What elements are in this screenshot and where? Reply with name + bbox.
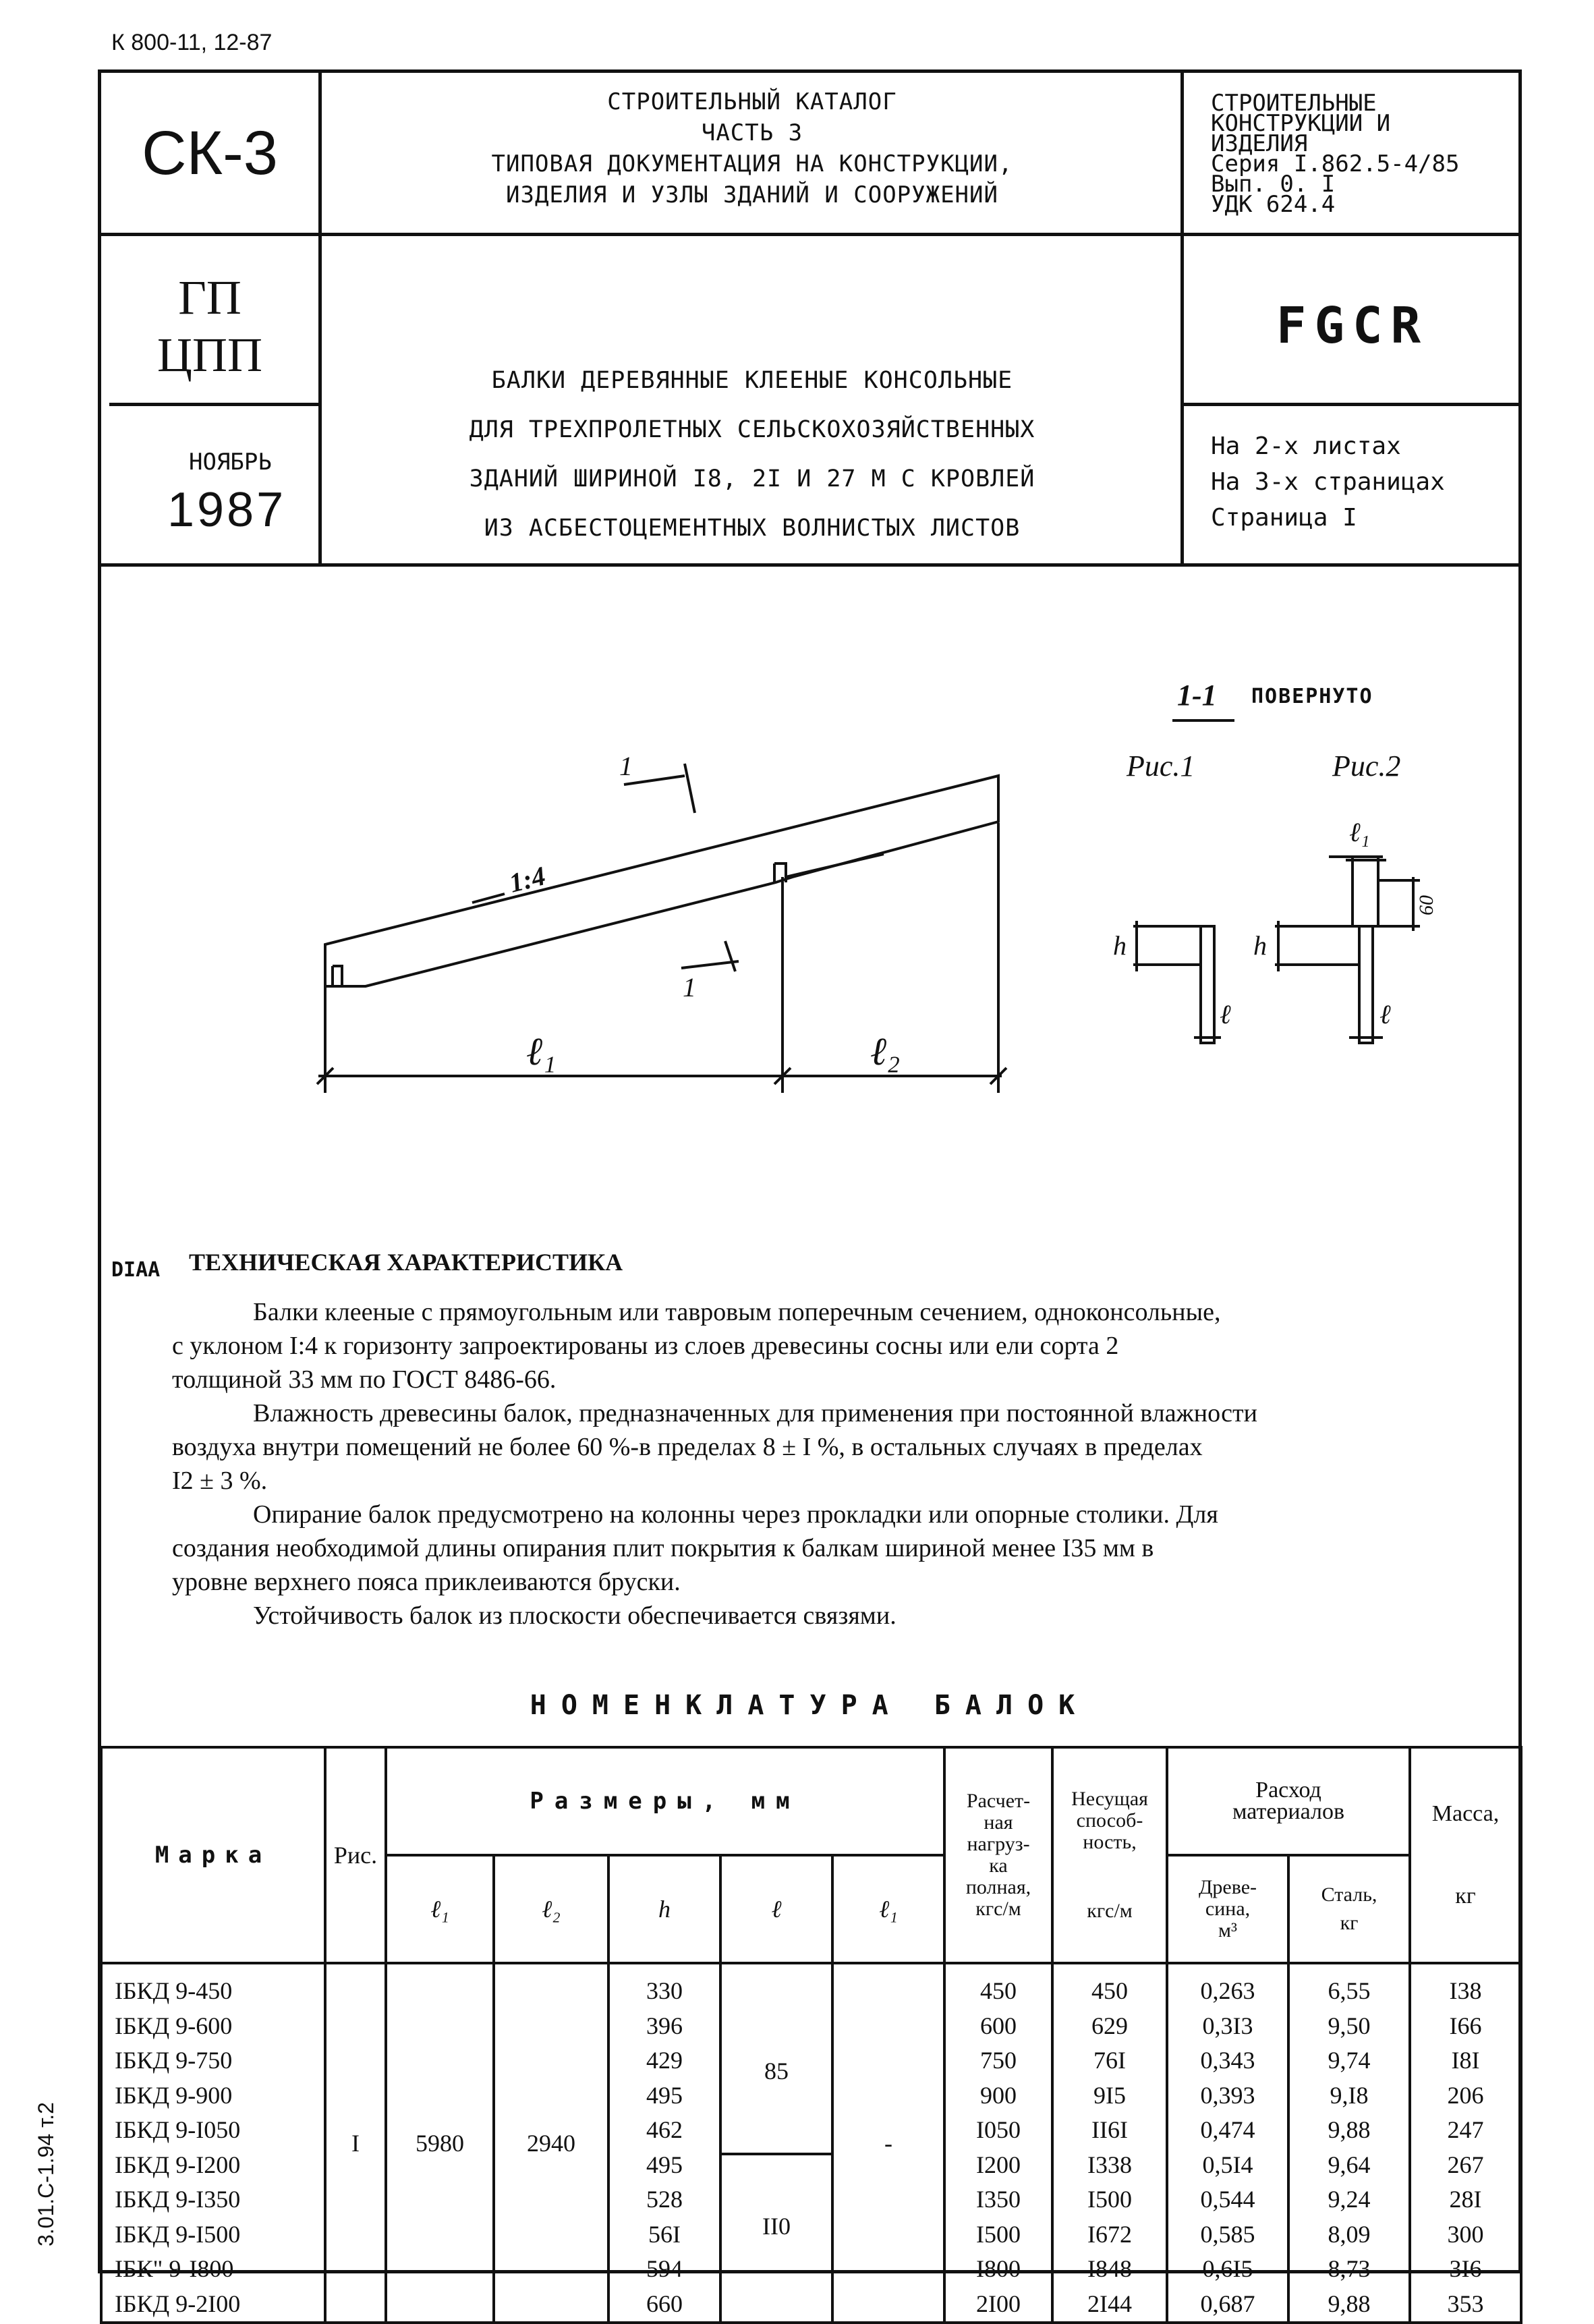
load-cell: I200 (976, 2151, 1021, 2178)
steel-cell: 9,I8 (1330, 2081, 1369, 2109)
capacity-cell: 9I5 (1093, 2081, 1127, 2109)
b-bottom-cell (722, 2155, 831, 2297)
h-cell: 330 (646, 1977, 683, 2004)
tech-text (172, 1295, 1514, 1633)
header-materials: Расход материалов (1167, 1747, 1410, 1855)
wood-cell: 0,343 (1200, 2047, 1255, 2074)
header-load: Расчет- ная нагруз- ка полная, кгс/м (944, 1747, 1052, 1963)
section-mark-top: 1 (619, 751, 633, 781)
wood-cell: 0,474 (1200, 2116, 1255, 2143)
header-steel-unit: кг (1340, 1912, 1359, 1934)
capacity-cell: 2I44 (1087, 2290, 1133, 2317)
mass-cell: 267 (1447, 2151, 1484, 2178)
catalog-line: ТИПОВАЯ ДОКУМЕНТАЦИЯ НА КОНСТРУКЦИИ, (491, 150, 1013, 177)
load-cell: I800 (976, 2255, 1021, 2282)
fig2-label: Рис.2 (1332, 749, 1401, 783)
steel-cell: 9,50 (1328, 2012, 1371, 2039)
header-ris: Рис. (325, 1747, 386, 1963)
wood-cell: 0,263 (1200, 1977, 1255, 2004)
beam-haunch (786, 854, 884, 877)
l2-cell: 2940 (494, 1963, 608, 2323)
fig1-label: Рис.1 (1127, 749, 1195, 783)
header-marka: Марка (101, 1747, 325, 1963)
steel-cell: 6,55 (1328, 1977, 1371, 2004)
title-line: ЗДАНИЙ ШИРИНОЙ I8, 2I И 27 М С КРОВЛЕЙ (469, 465, 1035, 492)
load-cell: 2I00 (976, 2290, 1021, 2317)
mark-cell: IБКД 9-750 (115, 2047, 233, 2074)
series-line: СТРОИТЕЛЬНЫЕ (1211, 90, 1377, 117)
b-top-value: 85 (764, 2057, 789, 2085)
header-h: h (608, 1855, 720, 1963)
catalog-line: ИЗДЕЛИЯ И УЗЛЫ ЗДАНИЙ И СООРУЖЕНИЙ (506, 181, 998, 208)
load-column (944, 1963, 1052, 2323)
steel-cell: 8,73 (1328, 2255, 1371, 2282)
title-line: ИЗ АСБЕСТОЦЕМЕНТНЫХ ВОЛНИСТЫХ ЛИСТОВ (484, 515, 1021, 542)
mark-cell: IБКД 9-I350 (115, 2186, 241, 2213)
steel-cell: 9,64 (1328, 2151, 1371, 2178)
steel-cell: 9,88 (1328, 2116, 1371, 2143)
h-cell: 495 (646, 2081, 683, 2109)
b-bottom-value: II0 (762, 2212, 791, 2240)
tech-line: уровне верхнего пояса приклеиваются бруски. (172, 1568, 681, 1596)
fgcr-code: FGCR (1276, 297, 1429, 355)
header-capacity-unit: кгс/м (1087, 1900, 1133, 1922)
h-cell: 462 (646, 2116, 683, 2143)
capacity-column (1052, 1963, 1167, 2323)
mass-cell: I8I (1451, 2047, 1480, 2074)
b-column (720, 1963, 832, 2323)
steel-cell: 9,24 (1328, 2186, 1371, 2213)
wood-column (1167, 1963, 1288, 2323)
capacity-cell: I672 (1087, 2220, 1133, 2248)
tech-line: Опирание балок предусмотрено на колонны через прокладки или опорные столики. Для (253, 1500, 1218, 1529)
slope-label: 1:4 (506, 860, 548, 899)
mass-cell: 247 (1447, 2116, 1484, 2143)
mark-cell: IБКД 9-2I00 (115, 2290, 241, 2317)
mass-cell: I66 (1449, 2012, 1482, 2039)
marks-column (101, 1963, 325, 2323)
h-cell: 528 (646, 2186, 683, 2213)
section-mark-bot: 1 (683, 972, 696, 1002)
section-marker-bot (681, 961, 739, 968)
fig1-b-label: ℓ (1220, 999, 1231, 1029)
h-cell: 594 (646, 2255, 683, 2282)
ck-label: СК-3 (142, 119, 278, 188)
mark-cell: IБКД 9-450 (115, 1977, 233, 2004)
steel-column (1288, 1963, 1410, 2323)
tech-line: I2 ± 3 %. (172, 1467, 268, 1495)
capacity-cell: II6I (1091, 2116, 1128, 2143)
section-marker-bot-arrow (725, 941, 735, 971)
series-line: КОНСТРУКЦИИ И (1211, 110, 1391, 137)
header-mass-text: Масса, (1431, 1801, 1500, 1826)
capacity-cell: I500 (1087, 2186, 1133, 2213)
document-code: К 800-11, 12-87 (111, 30, 273, 55)
header-sizes: Размеры, мм (386, 1747, 944, 1855)
capacity-cell: 76I (1093, 2047, 1127, 2074)
h-cell: 495 (646, 2151, 683, 2178)
load-cell: 600 (980, 2012, 1017, 2039)
wood-cell: 0,3I3 (1202, 2012, 1253, 2039)
tech-line: с уклоном I:4 к горизонту запроектированы из слоев древесины сосны или ели сорта 2 (172, 1332, 1119, 1360)
fig2-web (1359, 926, 1373, 1043)
mass-cell: 28I (1449, 2186, 1482, 2213)
header-steel-text: Сталь, (1321, 1883, 1377, 1906)
mark-cell: IБК" 9-I800 (115, 2255, 234, 2282)
mark-cell: IБКД 9-I050 (115, 2116, 241, 2143)
side-code: 3.01.С-1.94 т.2 (34, 2102, 58, 2246)
series-line: УДК 624.4 (1211, 191, 1336, 218)
tech-code: DIAA (111, 1258, 161, 1282)
fig2-b-label: ℓ (1379, 999, 1391, 1029)
h-cell: 429 (646, 2047, 683, 2074)
mark-cell: IБКД 9-I500 (115, 2220, 241, 2248)
fig2-flange (1353, 857, 1378, 926)
fig2-60-label: 60 (1415, 895, 1438, 915)
wood-cell: 0,544 (1200, 2186, 1255, 2213)
year-label: 1987 (167, 483, 287, 537)
tech-line: Влажность древесины балок, предназначенных для применения при постоянной влажности (253, 1399, 1257, 1427)
beam-outline (325, 776, 998, 986)
section-marker-top-arrow (685, 764, 695, 813)
mark-cell: IБКД 9-I200 (115, 2151, 241, 2178)
header-capacity-text: Несущая способ- ность, (1071, 1788, 1148, 1853)
b-top-cell (722, 1989, 831, 2155)
fig1-section (1201, 926, 1214, 1043)
fig2-b1-label: ℓ₁ (1349, 817, 1370, 847)
steel-cell: 8,09 (1328, 2220, 1371, 2248)
h-cell: 660 (646, 2290, 683, 2317)
load-cell: I500 (976, 2220, 1021, 2248)
month-label: НОЯБРЬ (189, 449, 272, 476)
header-capacity (1052, 1747, 1167, 1963)
mass-cell: 206 (1447, 2081, 1484, 2109)
section-rotated-label: ПОВЕРНУТО (1251, 685, 1373, 708)
tech-title: ТЕХНИЧЕСКАЯ ХАРАКТЕРИСТИКА (189, 1249, 623, 1276)
capacity-cell: 450 (1091, 1977, 1129, 2004)
mass-cell: I38 (1449, 1977, 1482, 2004)
fig1-h-label: h (1113, 930, 1127, 961)
sheets-line: Страница I (1211, 504, 1357, 532)
beam-support-left (333, 966, 342, 986)
catalog-line: СТРОИТЕЛЬНЫЙ КАТАЛОГ (607, 88, 897, 115)
h-column (608, 1963, 720, 2323)
capacity-cell: I338 (1087, 2151, 1133, 2178)
mass-column (1410, 1963, 1521, 2323)
steel-cell: 9,74 (1328, 2047, 1371, 2074)
load-cell: I050 (976, 2116, 1021, 2143)
section-title: 1-1 (1177, 679, 1217, 712)
steel-cell: 9,88 (1328, 2290, 1371, 2317)
mark-cell: IБКД 9-900 (115, 2081, 233, 2109)
section-marker-top (624, 776, 685, 785)
header-l2: ℓ₂ (494, 1855, 608, 1963)
b1-cell: - (832, 1963, 944, 2323)
ris-cell: I (325, 1963, 386, 2323)
l1-cell: 5980 (386, 1963, 494, 2323)
tech-line: Устойчивость балок из плоскости обеспечивается связями. (253, 1602, 896, 1630)
h-cell: 56I (648, 2220, 681, 2248)
mass-cell: 300 (1447, 2220, 1484, 2248)
tech-line: толщиной 33 мм по ГОСТ 8486-66. (172, 1365, 557, 1394)
sheets-line: На 2-х листах (1211, 432, 1401, 460)
wood-cell: 0,393 (1200, 2081, 1255, 2109)
series-line: Вып. 0. I (1211, 171, 1336, 198)
header-b1: ℓ₁ (832, 1855, 944, 1963)
nomenclature-table (100, 1746, 1522, 2324)
table-title: НОМЕНКЛАТУРА БАЛОК (530, 1690, 1090, 1721)
header-l1: ℓ₁ (386, 1855, 494, 1963)
fig2-h-label: h (1253, 930, 1267, 961)
series-line: ИЗДЕЛИЯ (1211, 130, 1308, 157)
load-cell: 750 (980, 2047, 1017, 2074)
header-mass (1410, 1747, 1521, 1963)
load-cell: 450 (980, 1977, 1017, 2004)
mass-cell: 3I6 (1449, 2255, 1482, 2282)
load-cell: 900 (980, 2081, 1017, 2109)
mark-cell: IБКД 9-600 (115, 2012, 233, 2039)
title-line: ДЛЯ ТРЕХПРОЛЕТНЫХ СЕЛЬСКОХОЗЯЙСТВЕННЫХ (469, 416, 1035, 443)
header-wood: Древе- сина, м³ (1167, 1855, 1288, 1963)
h-cell: 396 (646, 2012, 683, 2039)
capacity-cell: 629 (1091, 2012, 1129, 2039)
series-line: Серия I.862.5-4/85 (1211, 150, 1460, 177)
l2-label: ℓ₂ (870, 1029, 901, 1073)
tech-line: воздуха внутри помещений не более 60 %-в пределах 8 ± I %, в остальных случаях в пределах (172, 1433, 1203, 1461)
header-mass-unit: кг (1455, 1883, 1476, 1908)
wood-cell: 0,6I5 (1202, 2255, 1253, 2282)
load-cell: I350 (976, 2186, 1021, 2213)
wood-cell: 0,5I4 (1202, 2151, 1253, 2178)
l1-label: ℓ₁ (526, 1029, 557, 1073)
header-steel (1288, 1855, 1410, 1963)
cpp-label: ЦПП (157, 328, 262, 382)
catalog-line: ЧАСТЬ 3 (701, 119, 803, 146)
title-line: БАЛКИ ДЕРЕВЯННЫЕ КЛЕЕНЫЕ КОНСОЛЬНЫЕ (491, 367, 1013, 394)
wood-cell: 0,585 (1200, 2220, 1255, 2248)
sheets-line: На 3-х страницах (1211, 468, 1445, 496)
tech-line: Балки клееные с прямоугольным или тавровым поперечным сечением, одноконсольные, (253, 1298, 1221, 1326)
header-b: ℓ (720, 1855, 832, 1963)
wood-cell: 0,687 (1200, 2290, 1255, 2317)
tech-line: создания необходимой длины опирания плит покрытия к балкам шириной менее I35 мм в (172, 1534, 1154, 1562)
capacity-cell: I848 (1087, 2255, 1133, 2282)
gp-label: ГП (178, 271, 241, 324)
mass-cell: 353 (1447, 2290, 1484, 2317)
